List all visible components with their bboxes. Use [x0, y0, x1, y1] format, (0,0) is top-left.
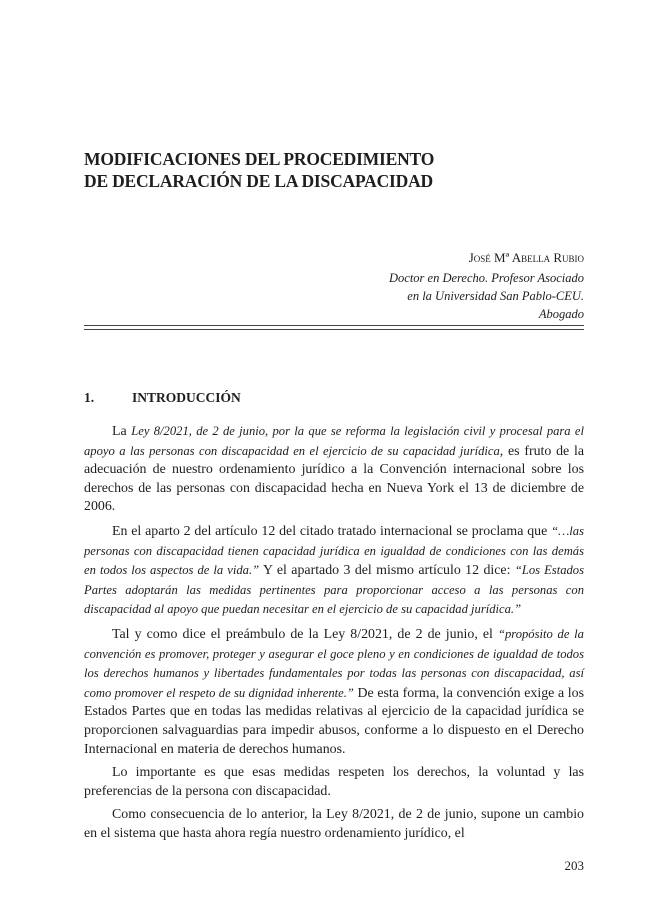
author-name: José Mª Abella Rubio [468, 250, 584, 265]
page-number: 203 [564, 858, 584, 873]
author-role-line-2: en la Universidad San Pablo-CEU. [407, 289, 584, 303]
text-run: Lo importante es que esas medidas respeten los derechos, la voluntad y las preferencias de la persona con discapacidad. [84, 765, 584, 799]
section-heading [84, 390, 241, 406]
text-run: Tal y como dice el preámbulo de la Ley 8/2021, de 2 de junio, el [112, 626, 498, 642]
chapter-title-line-2: DE DECLARACIÓN DE LA DISCAPACIDAD [84, 171, 433, 191]
header-rule-thick [84, 325, 584, 326]
paragraph [84, 522, 584, 620]
text-run: La [112, 424, 132, 439]
text-run: Y el apartado 3 del mismo artículo 12 dice: [259, 563, 515, 579]
chapter-title [84, 148, 584, 192]
text-run: De esta forma, la convención exige a los Estados Partes que en todas las medidas relativas al ejercicio de la capacidad jurídica se proporcionen salvaguardias para impedir abusos, conforme a lo dispuesto en el Derecho Internacional en materia de derechos humanos. [84, 685, 584, 757]
paragraph [84, 625, 584, 759]
italic-run: “propósito de la convención es promover, proteger y asegurar el goce pleno y en condiciones de igualdad de todos los derechos humanos y libertades fundamentales por todas las personas con discapacidad, así como promover el respeto de su dignidad inherente.” [84, 626, 584, 700]
paragraph [84, 806, 584, 843]
paragraph [84, 422, 584, 517]
chapter-title-line-1: MODIFICACIONES DEL PROCEDIMIENTO [84, 149, 435, 169]
section-number: 1. [84, 390, 95, 405]
text-run: En el aparto 2 del artículo 12 del citado tratado internacional se proclama que [112, 523, 552, 539]
body-text [84, 422, 584, 848]
section-title: INTRODUCCIÓN [132, 390, 241, 405]
italic-run: “Los Estados Partes adoptarán las medidas pertinentes para proporcionar acceso a las personas con discapacidad al apoyo que puedan necesitar en el ejercicio de su capacidad jurídica.” [84, 563, 584, 617]
italic-run: Ley 8/2021, de 2 de junio, por la que se reforma la legislación civil y procesal para el apoyo a las personas con discapacidad en el ejercicio de su capacidad jurídica [84, 424, 584, 458]
italic-run: “…las personas con discapacidad tienen capacidad jurídica en igualdad de condiciones con las demás en todos los aspectos de la vida.” [84, 523, 584, 578]
paragraph [84, 764, 584, 801]
author-role-line-1: Doctor en Derecho. Profesor Asociado [389, 271, 584, 285]
author-block [284, 249, 584, 323]
author-role-line-3: Abogado [538, 307, 584, 321]
text-run: Como consecuencia de lo anterior, la Ley 8/2021, de 2 de junio, supone un cambio en el sistema que hasta ahora regía nuestro ordenamiento jurídico, el [84, 807, 584, 841]
text-run: , es fruto de la adecuación de nuestro ordenamiento jurídico a la Convención internacional sobre los derechos de las personas con discapacidad hecha en Nueva York el 13 de diciembre de 2006. [84, 443, 584, 515]
header-rule-thin [84, 329, 584, 330]
